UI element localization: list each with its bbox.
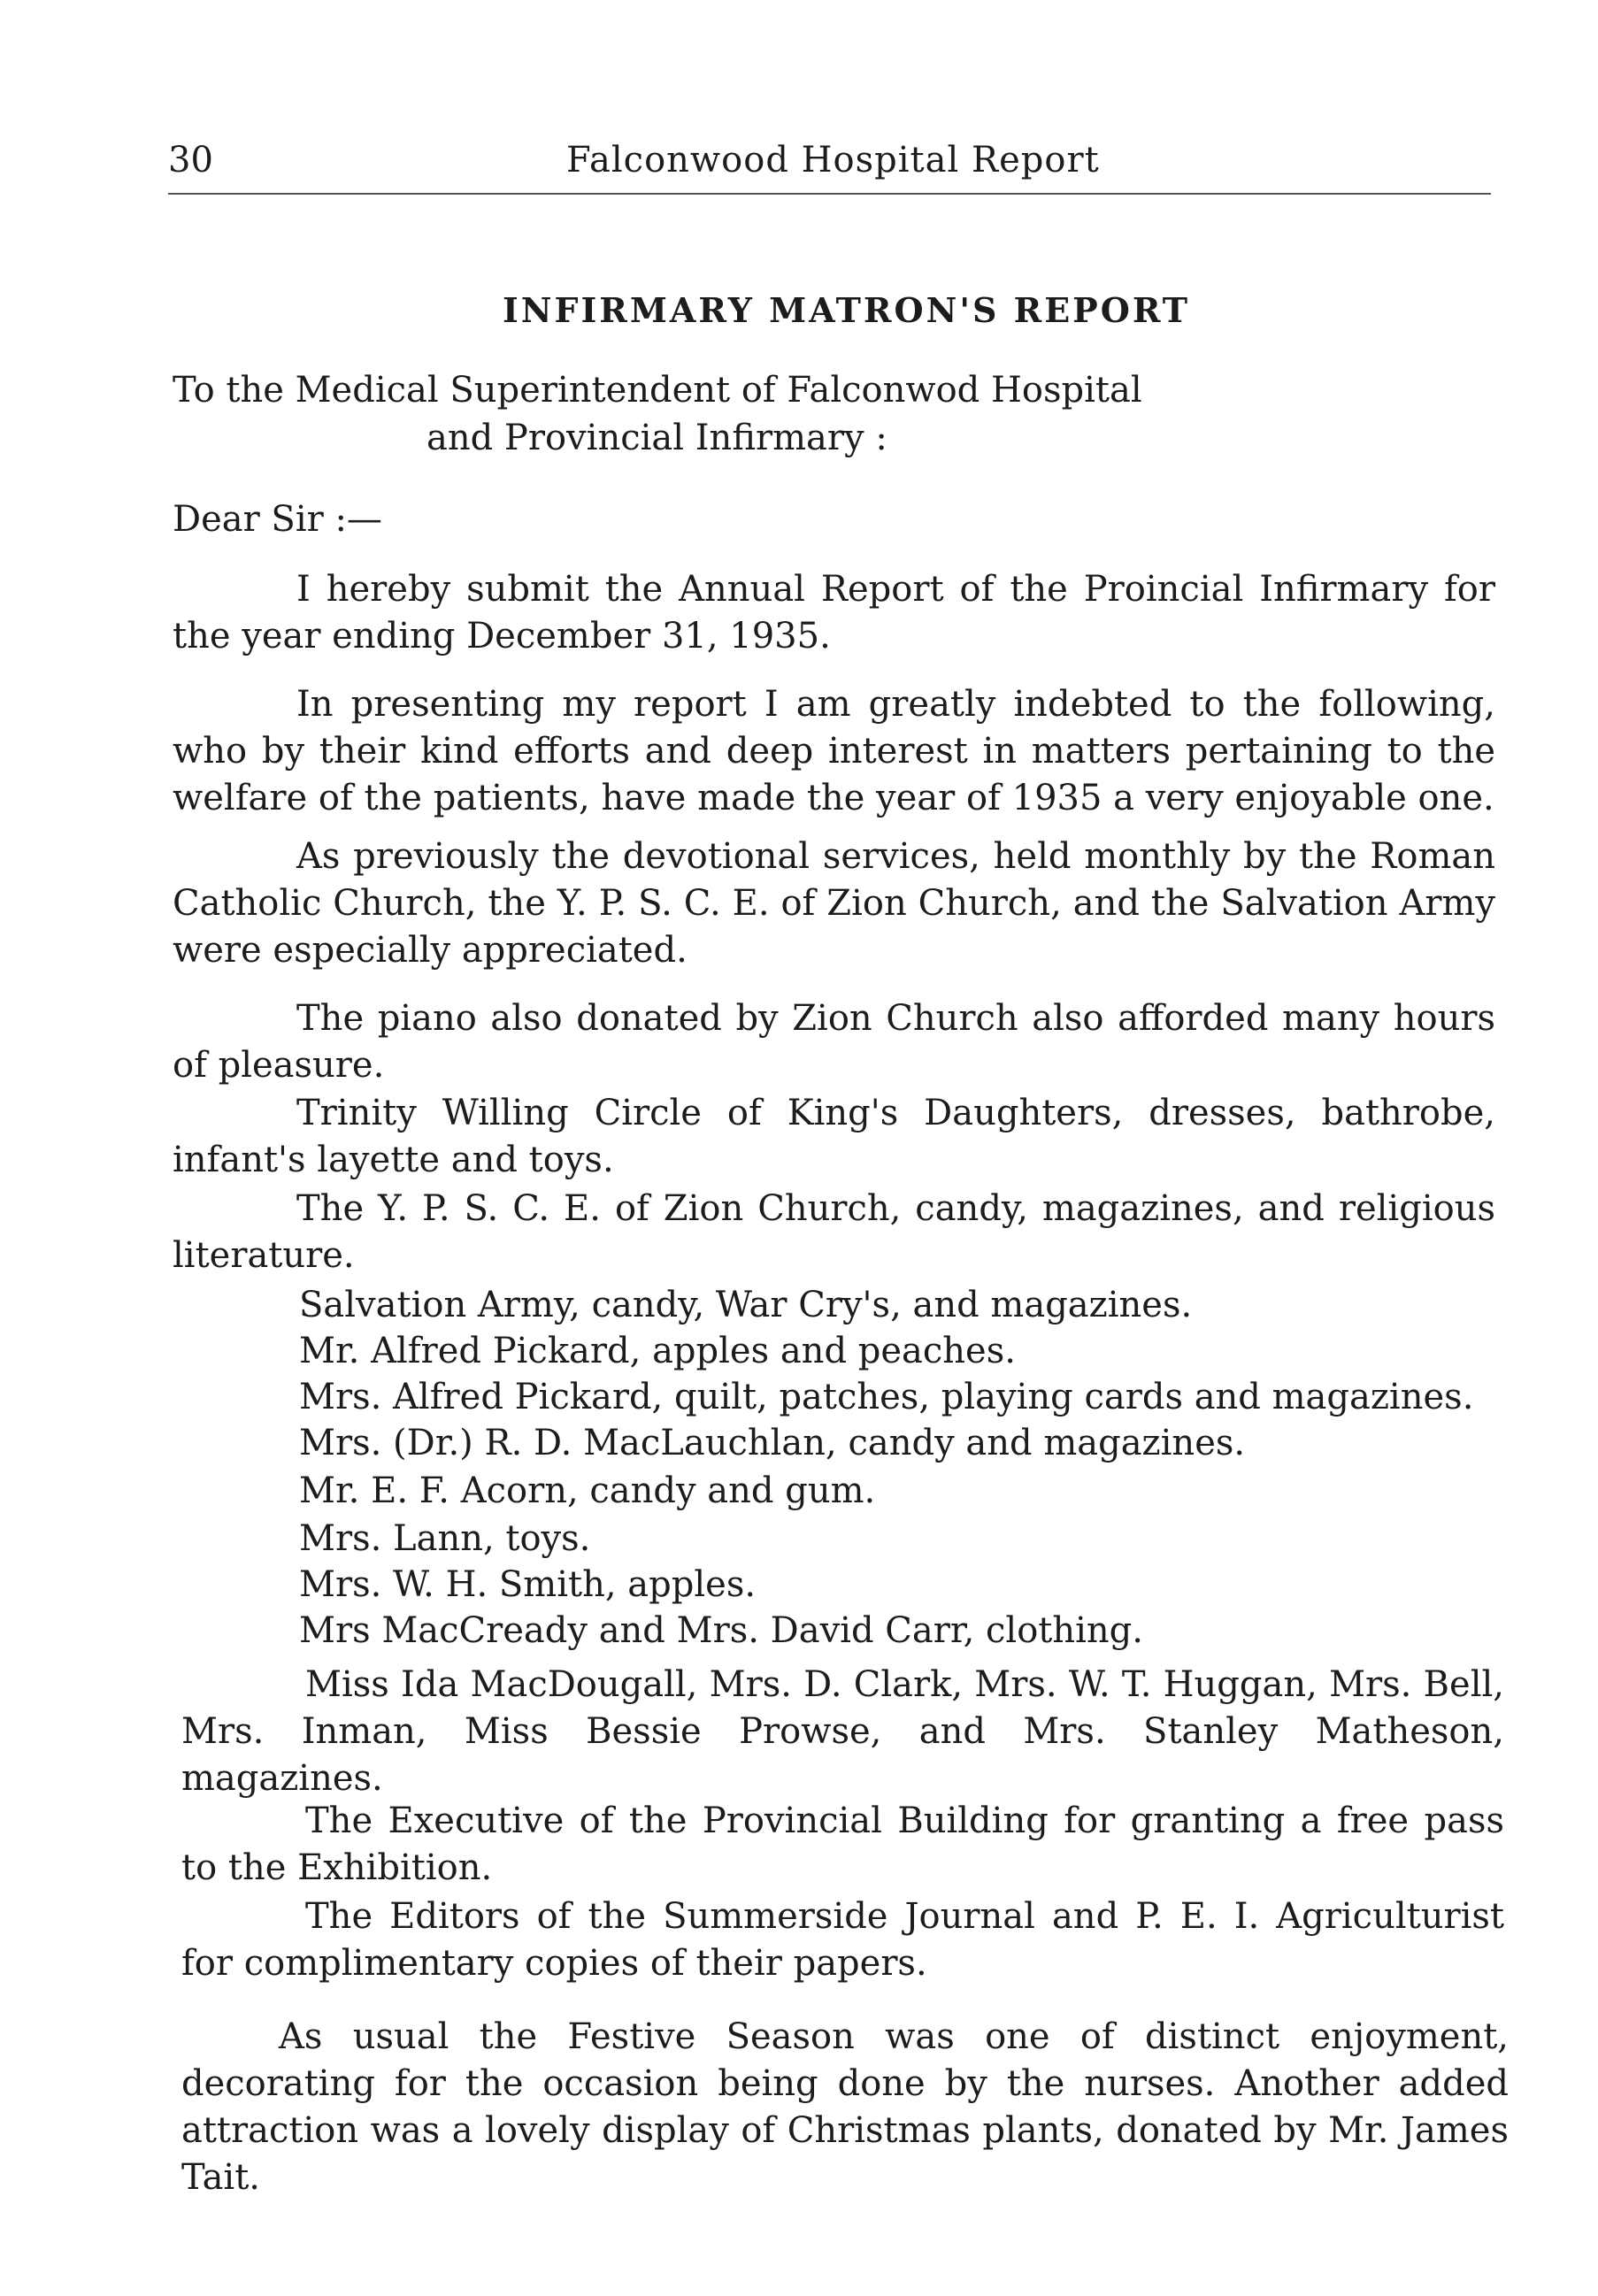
- paragraph-4: The piano also donated by Zion Church also afforded many hours of pleasure.: [173, 998, 1495, 1086]
- paragraph-7: Miss Ida MacDougall, Mrs. D. Clark, Mrs. W. T. Huggan, Mrs. Bell, Mrs. Inman, Miss Bessie Prowse, and Mrs. Stanley Matheson, magazines.: [181, 1664, 1504, 1799]
- running-title: Falconwood Hospital Report: [566, 140, 1100, 180]
- donor-line: Mr. Alfred Pickard, apples and peaches.: [299, 1331, 1016, 1371]
- donor-line: Mr. E. F. Acorn, candy and gum.: [299, 1471, 876, 1511]
- paragraph-9: The Editors of the Summerside Journal and P. E. I. Agriculturist for complimentary copies of their papers.: [181, 1896, 1504, 1984]
- page-number: 30: [168, 140, 213, 180]
- donor-line: Mrs MacCready and Mrs. David Carr, clothing.: [299, 1610, 1144, 1651]
- address-line-1: To the Medical Superintendent of Falconwod Hospital: [173, 370, 1142, 411]
- paragraph-3: As previously the devotional services, held monthly by the Roman Catholic Church, the Y. P. S. C. E. of Zion Church, and the Salvation Army were especially appreciated.: [173, 836, 1495, 971]
- donor-line: Mrs. (Dr.) R. D. MacLauchlan, candy and magazines.: [299, 1423, 1246, 1463]
- address-line-2: and Provincial Infirmary :: [426, 418, 887, 458]
- donor-line: Mrs. Alfred Pickard, quilt, patches, playing cards and magazines.: [299, 1377, 1474, 1417]
- paragraph-1: I hereby submit the Annual Report of the Proincial Infirmary for the year ending December 31, 1935.: [173, 569, 1495, 657]
- paragraph-10: As usual the Festive Season was one of distinct enjoyment, decorating for the occasion being done by the nurses. Another added attraction was a lovely display of Christmas plants, donated by Mr. James Tait.: [181, 2016, 1509, 2198]
- salutation: Dear Sir :—: [173, 499, 382, 540]
- donor-line: Salvation Army, candy, War Cry's, and magazines.: [299, 1285, 1193, 1325]
- paragraph-5: Trinity Willing Circle of King's Daughters, dresses, bathrobe, infant's layette and toys.: [173, 1093, 1495, 1180]
- donor-line: Mrs. W. H. Smith, apples.: [299, 1564, 757, 1605]
- paragraph-6: The Y. P. S. C. E. of Zion Church, candy, magazines, and religious literature.: [173, 1188, 1495, 1276]
- donor-line: Mrs. Lann, toys.: [299, 1518, 591, 1559]
- paragraph-2: In presenting my report I am greatly indebted to the following, who by their kind efforts and deep interest in matters pertaining to the welfare of the patients, have made the year of 1935 a very enjoyable one.: [173, 684, 1495, 818]
- header-rule: [168, 193, 1491, 195]
- section-title: INFIRMARY MATRON'S REPORT: [503, 290, 1191, 330]
- paragraph-8: The Executive of the Provincial Building for granting a free pass to the Exhibition.: [181, 1801, 1504, 1888]
